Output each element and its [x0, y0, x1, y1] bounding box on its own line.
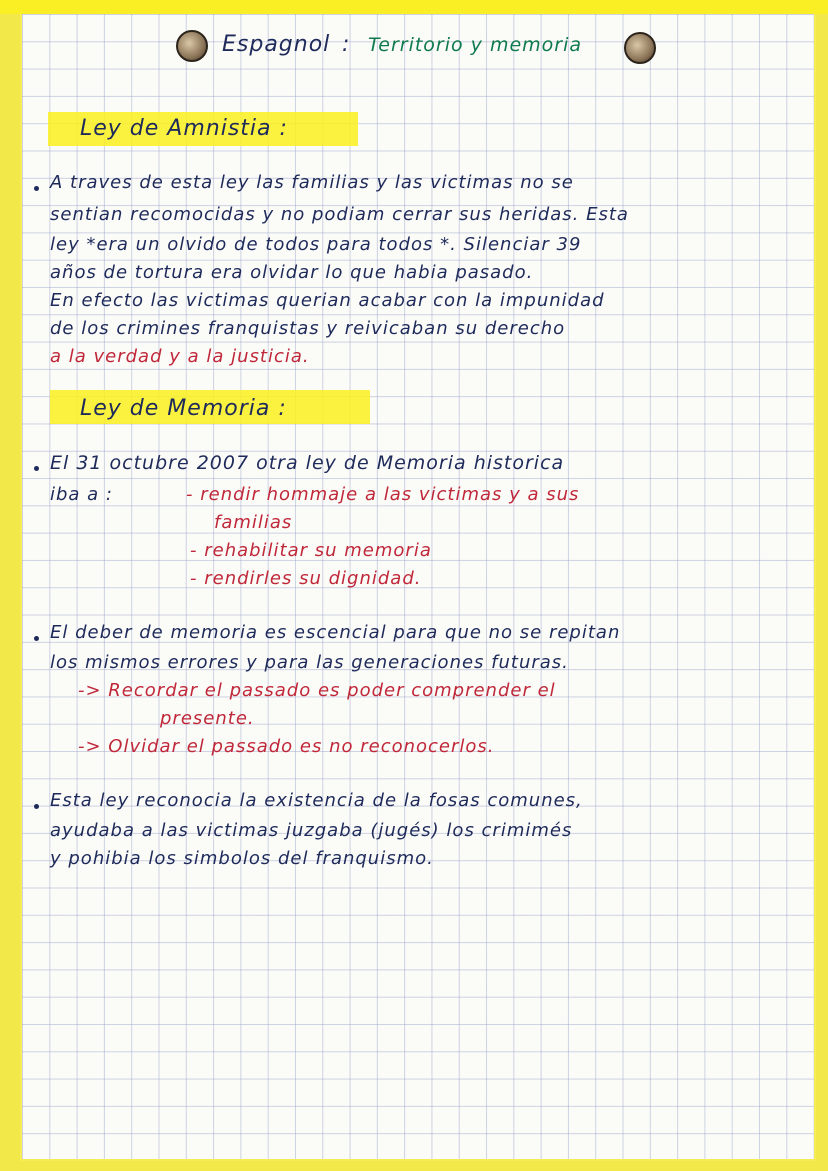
list-lead: iba a :	[50, 484, 113, 505]
bullet	[34, 636, 39, 641]
bullet	[34, 804, 39, 809]
paragraph-line: los mismos errores y para las generaciones futuras.	[50, 652, 569, 673]
header-subject: Espagnol	[222, 32, 331, 57]
paragraph-line: ayudaba a las victimas juzgaba (jugés) los crimimés	[50, 820, 573, 841]
paragraph-line: El deber de memoria es escencial para que no se repitan	[50, 622, 621, 643]
header-topic: Territorio y memoria	[368, 34, 583, 56]
arrow-line: -> Recordar el passado es poder comprender el	[78, 680, 556, 701]
arrow-line: -> Olvidar el passado es no reconocerlos.	[78, 736, 495, 757]
paragraph-line: El 31 octubre 2007 otra ley de Memoria historica	[50, 452, 565, 474]
section-heading-amnistia: Ley de Amnistia :	[80, 116, 288, 141]
bullet	[34, 186, 39, 191]
paragraph-line: y pohibia los simbolos del franquismo.	[50, 848, 434, 869]
paragraph-line: ley *era un olvido de todos para todos *. Silenciar 39	[50, 234, 582, 255]
paragraph-line: Esta ley reconocia la existencia de la fosas comunes,	[50, 790, 583, 811]
list-item: - rendirles su dignidad.	[190, 568, 422, 589]
list-item: - rendir hommaje a las victimas y a sus	[186, 484, 580, 505]
coin-icon	[624, 32, 656, 64]
paragraph-line: a la verdad y a la justicia.	[50, 346, 310, 367]
paragraph-line: sentian recomocidas y no podiam cerrar sus heridas. Esta	[50, 204, 629, 225]
bullet	[34, 466, 39, 471]
paragraph-line: A traves de esta ley las familias y las victimas no se	[50, 172, 574, 193]
paragraph-line: En efecto las victimas querian acabar con la impunidad	[50, 290, 605, 311]
list-item: - rehabilitar su memoria	[190, 540, 432, 561]
list-item: familias	[214, 512, 293, 533]
coin-icon	[176, 30, 208, 62]
paragraph-line: de los crimines franquistas y reivicaban su derecho	[50, 318, 566, 339]
section-heading-memoria: Ley de Memoria :	[80, 396, 287, 421]
paragraph-line: años de tortura era olvidar lo que habia pasado.	[50, 262, 534, 283]
header-separator: :	[342, 32, 351, 57]
arrow-line: presente.	[160, 708, 255, 729]
page-border-top	[0, 0, 828, 14]
